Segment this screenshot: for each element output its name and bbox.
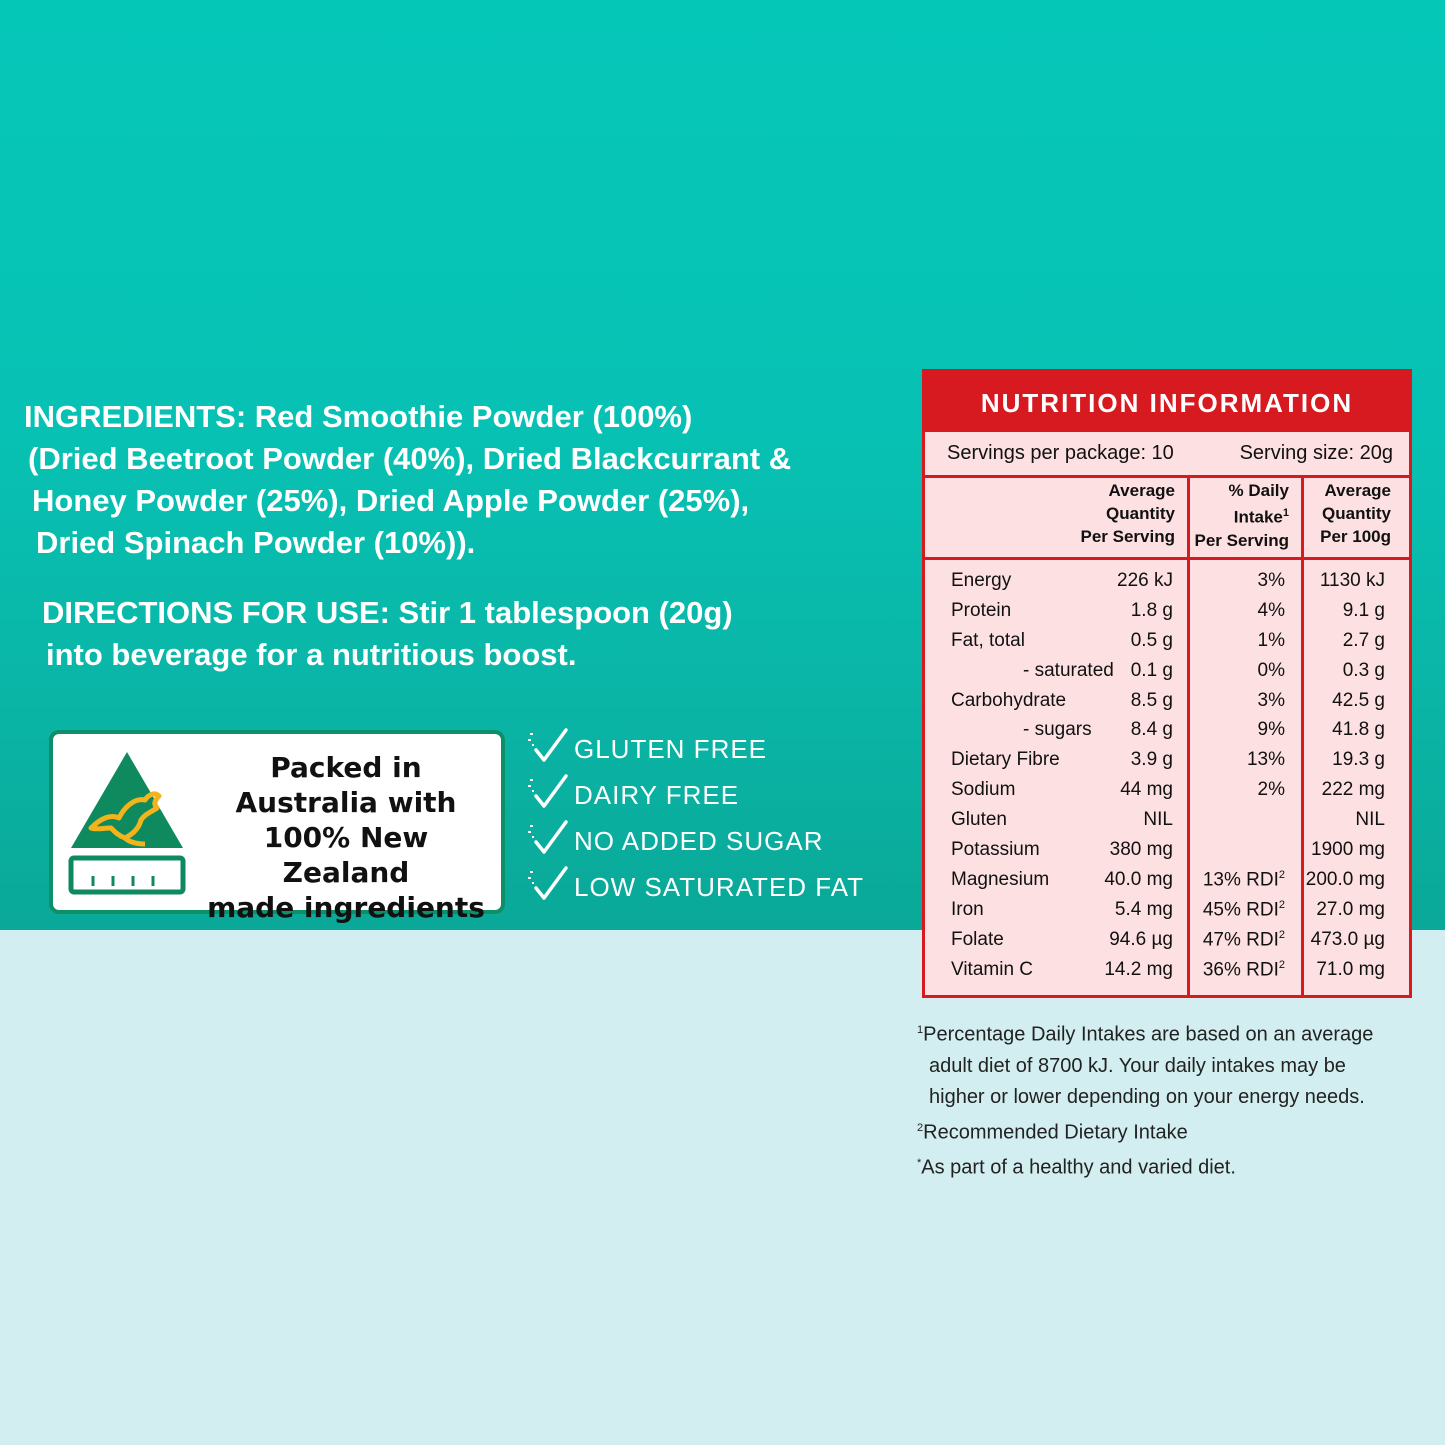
nutrient-name	[951, 959, 1033, 981]
footnote-1-line-3: higher or lower depending on your energy needs.	[929, 1085, 1365, 1108]
footnote-marker: *	[917, 1157, 922, 1170]
nutrient-name	[951, 869, 1049, 891]
nutrition-row	[925, 745, 1409, 775]
nutrient-name-text: Iron	[951, 898, 984, 920]
nutrient-name	[951, 600, 1011, 622]
per-100g-value	[1316, 899, 1385, 921]
column-header-line: Average	[1108, 481, 1175, 500]
footnote-marker: 2	[1278, 868, 1285, 881]
per-serving-value	[1104, 869, 1173, 891]
nutrient-name	[951, 690, 1066, 712]
nutrition-row	[925, 775, 1409, 805]
nutrient-name-text: Sodium	[951, 779, 1016, 801]
servings-per-package: Servings per package: 10	[947, 442, 1174, 464]
per-100g-value-text: 222 mg	[1321, 779, 1385, 801]
check-icon	[526, 864, 570, 904]
nutrient-name	[1023, 719, 1092, 741]
column-header-line: Per 100g	[1320, 527, 1391, 546]
column-header-line: Per Serving	[1194, 530, 1289, 550]
per-serving-value-text: 226 kJ	[1117, 570, 1173, 591]
daily-intake-value-text: 13% RDI	[1202, 869, 1279, 891]
nutrient-name-text: Energy	[951, 570, 1012, 591]
badge-line-4: made ingredients	[207, 891, 485, 924]
column-header-per-100g	[1320, 479, 1391, 548]
per-serving-value-text: 0.5 g	[1130, 629, 1173, 651]
per-100g-value-text: 71.0 mg	[1316, 958, 1385, 980]
per-100g-value	[1306, 869, 1385, 891]
per-serving-value-text: 44 mg	[1120, 779, 1173, 801]
per-serving-value-text: 3.9 g	[1130, 749, 1173, 771]
column-header-per-serving	[1081, 479, 1176, 548]
nutrient-name	[951, 570, 1011, 592]
daily-intake-value-text: 1%	[1257, 629, 1285, 651]
footnote-marker: 1	[917, 1024, 924, 1036]
column-header-line: Quantity	[1322, 504, 1391, 523]
daily-intake-value-text: 4%	[1257, 599, 1285, 621]
claim-no-added-sugar	[526, 816, 886, 862]
per-100g-value-text: 9.1 g	[1342, 599, 1385, 621]
footnote-text: Recommended Dietary Intake	[923, 1121, 1188, 1144]
claim-label: NO ADDED SUGAR	[574, 826, 824, 856]
per-100g-value	[1311, 839, 1385, 861]
daily-intake-value	[1203, 899, 1285, 921]
per-100g-value-text: NIL	[1355, 809, 1385, 831]
daily-intake-value	[1258, 779, 1285, 801]
nutrient-name-text: - sugars	[1023, 719, 1092, 741]
per-serving-value	[1104, 959, 1173, 981]
nutrient-name-text: Gluten	[951, 809, 1007, 831]
claim-dairy-free	[526, 770, 886, 816]
nutrition-row	[925, 566, 1409, 596]
footnote-text: As part of a healthy and varied diet.	[921, 1156, 1236, 1179]
badge-line-1: Packed in	[270, 751, 422, 784]
directions-line-2: into beverage for a nutritious boost.	[46, 637, 577, 672]
column-header-line: Average	[1324, 481, 1391, 500]
footnote-2	[917, 1113, 1397, 1149]
per-100g-value-text: 1900 mg	[1311, 839, 1385, 861]
nutrition-row	[925, 955, 1409, 985]
per-serving-value	[1110, 839, 1173, 861]
per-serving-value	[1143, 809, 1173, 831]
serving-size: Serving size: 20g	[1239, 442, 1393, 464]
nutrient-name	[951, 899, 984, 921]
nutrient-name	[951, 839, 1040, 861]
nutrient-name-text: Magnesium	[951, 868, 1050, 890]
per-serving-value-text: NIL	[1143, 809, 1173, 831]
per-100g-value	[1343, 630, 1385, 652]
nutrient-name-text: Protein	[951, 599, 1012, 621]
claim-label: GLUTEN FREE	[574, 734, 768, 764]
badge-text	[201, 750, 491, 925]
nutrient-name	[951, 749, 1060, 771]
nutrition-title: NUTRITION INFORMATION	[925, 372, 1409, 432]
claim-label: DAIRY FREE	[574, 780, 740, 810]
per-100g-value	[1322, 779, 1385, 801]
footnote-1-line-2: adult diet of 8700 kJ. Your daily intakes may be	[929, 1054, 1346, 1077]
per-serving-value-text: 0.1 g	[1130, 659, 1173, 681]
daily-intake-value	[1203, 959, 1285, 981]
daily-intake-value	[1203, 869, 1285, 891]
nutrition-rows	[925, 566, 1409, 984]
ingredients-line-1: INGREDIENTS: Red Smoothie Powder (100%)	[24, 399, 693, 434]
nutrient-name	[951, 929, 1004, 951]
daily-intake-value	[1258, 690, 1285, 712]
daily-intake-value-text: 9%	[1257, 719, 1285, 741]
footnote-marker: 2	[1278, 958, 1285, 971]
per-serving-value	[1131, 719, 1173, 741]
check-icon	[526, 726, 570, 766]
column-header-line: Per Serving	[1080, 527, 1175, 546]
per-serving-value-text: 8.5 g	[1130, 689, 1173, 711]
column-header-text: Intake	[1233, 507, 1283, 527]
per-100g-value	[1343, 660, 1385, 682]
per-100g-value-text: 27.0 mg	[1316, 898, 1385, 920]
ingredients-line-2: (Dried Beetroot Powder (40%), Dried Blackcurrant &	[28, 441, 792, 476]
nutrition-row	[925, 656, 1409, 686]
nutrition-row	[925, 895, 1409, 925]
column-header-daily-intake	[1195, 479, 1290, 552]
nutrient-name	[951, 779, 1015, 801]
per-serving-value-text: 380 mg	[1109, 839, 1173, 861]
per-100g-value-text: 42.5 g	[1332, 689, 1385, 711]
per-100g-value	[1332, 749, 1385, 771]
per-serving-value	[1115, 899, 1173, 921]
daily-intake-value	[1258, 570, 1285, 592]
column-header-line: % Daily	[1228, 481, 1289, 500]
nutrient-name-text: Folate	[951, 928, 1004, 950]
nutrition-row	[925, 865, 1409, 895]
daily-intake-value-text: 13%	[1246, 749, 1285, 771]
australian-made-kangaroo-icon	[67, 748, 187, 898]
daily-intake-value-text: 47% RDI	[1202, 929, 1279, 951]
per-100g-value-text: 2.7 g	[1342, 629, 1385, 651]
per-100g-value	[1332, 719, 1385, 741]
nutrient-name-text: Potassium	[951, 839, 1040, 861]
nutrition-row	[925, 626, 1409, 656]
per-serving-value	[1109, 929, 1173, 951]
ingredients-text	[24, 396, 864, 564]
daily-intake-value	[1258, 600, 1285, 622]
header-divider	[925, 557, 1409, 560]
nutrition-row	[925, 686, 1409, 716]
ingredients-line-3: Honey Powder (25%), Dried Apple Powder (25%),	[32, 483, 750, 518]
per-100g-value-text: 19.3 g	[1332, 749, 1385, 771]
per-serving-value	[1120, 779, 1173, 801]
serving-info	[925, 432, 1409, 478]
column-header-line	[1195, 502, 1290, 529]
per-serving-value-text: 1.8 g	[1130, 599, 1173, 621]
per-serving-value	[1131, 690, 1173, 712]
per-serving-value	[1131, 749, 1173, 771]
nutrition-row	[925, 925, 1409, 955]
per-serving-value	[1117, 570, 1173, 592]
per-100g-value-text: 1130 kJ	[1319, 570, 1385, 591]
nutrient-name-text: - saturated	[1023, 659, 1114, 681]
per-100g-value	[1320, 570, 1385, 592]
nutrient-name	[1023, 660, 1114, 682]
per-100g-value-text: 473.0 µg	[1310, 928, 1385, 950]
footnote-marker: 2	[1278, 928, 1285, 941]
badge-line-3: 100% New Zealand	[263, 821, 429, 889]
per-serving-value-text: 5.4 mg	[1114, 898, 1173, 920]
daily-intake-value-text: 36% RDI	[1202, 958, 1279, 980]
claim-gluten-free	[526, 724, 886, 770]
check-icon	[526, 818, 570, 858]
nutrient-name	[951, 809, 1007, 831]
per-100g-value	[1343, 600, 1385, 622]
per-100g-value-text: 200.0 mg	[1305, 868, 1385, 890]
daily-intake-value-text: 3%	[1257, 689, 1285, 711]
daily-intake-value-text: 0%	[1257, 659, 1285, 681]
per-100g-value-text: 41.8 g	[1332, 719, 1385, 741]
per-100g-value	[1355, 809, 1385, 831]
per-100g-value-text: 0.3 g	[1342, 659, 1385, 681]
per-100g-value	[1311, 929, 1385, 951]
footnote-1-line-1	[917, 1015, 1397, 1051]
nutrient-name-text: Fat, total	[951, 629, 1025, 651]
footnotes	[917, 1015, 1397, 1184]
directions-text	[42, 592, 862, 676]
footnote-text: Percentage Daily Intakes are based on an average	[923, 1023, 1374, 1046]
footnote-3	[917, 1148, 1397, 1184]
column-header-line: Quantity	[1106, 504, 1175, 523]
nutrition-row	[925, 715, 1409, 745]
check-icon	[526, 772, 570, 812]
ingredients-line-4: Dried Spinach Powder (10%)).	[36, 525, 476, 560]
daily-intake-value-text: 2%	[1257, 779, 1285, 801]
packed-in-australia-badge	[49, 730, 505, 924]
nutrition-row	[925, 835, 1409, 865]
per-serving-value	[1131, 660, 1173, 682]
light-background-band	[0, 930, 1445, 1445]
per-serving-value-text: 14.2 mg	[1104, 958, 1173, 980]
daily-intake-value-text: 45% RDI	[1202, 899, 1279, 921]
claim-label: LOW SATURATED FAT	[574, 872, 865, 902]
daily-intake-value	[1258, 719, 1285, 741]
dietary-claims-list	[526, 724, 886, 908]
nutrition-information-panel	[922, 369, 1412, 998]
daily-intake-value	[1258, 660, 1285, 682]
per-100g-value	[1316, 959, 1385, 981]
nutrient-name-text: Carbohydrate	[951, 689, 1067, 711]
nutrition-row	[925, 805, 1409, 835]
claim-low-saturated-fat	[526, 862, 886, 908]
nutrient-name	[951, 630, 1025, 652]
nutrient-name-text: Dietary Fibre	[951, 749, 1060, 771]
directions-line-1: DIRECTIONS FOR USE: Stir 1 tablespoon (20g)	[42, 595, 733, 630]
per-serving-value	[1131, 600, 1173, 622]
daily-intake-value	[1258, 630, 1285, 652]
badge-line-2: Australia with	[235, 786, 457, 819]
daily-intake-value	[1247, 749, 1285, 771]
per-serving-value	[1131, 630, 1173, 652]
daily-intake-value	[1203, 929, 1285, 951]
per-serving-value-text: 8.4 g	[1130, 719, 1173, 741]
per-serving-value-text: 40.0 mg	[1104, 868, 1173, 890]
nutrient-name-text: Vitamin C	[951, 958, 1034, 980]
per-100g-value	[1332, 690, 1385, 712]
per-serving-value-text: 94.6 µg	[1109, 928, 1173, 950]
footnote-marker: 2	[1278, 898, 1285, 911]
footnote-marker: 1	[1282, 507, 1289, 519]
daily-intake-value-text: 3%	[1257, 570, 1285, 591]
footnote-marker: 2	[917, 1121, 924, 1134]
nutrition-row	[925, 596, 1409, 626]
